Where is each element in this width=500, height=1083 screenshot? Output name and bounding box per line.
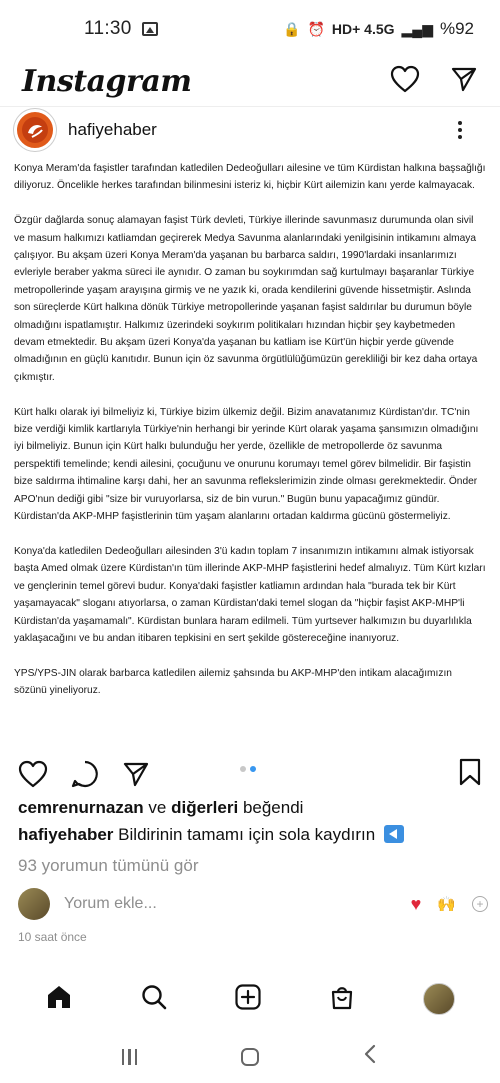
battery-level: %92 [439,19,474,38]
instagram-logo[interactable]: Instagram [22,63,192,99]
carousel-dot-active [250,766,256,772]
shop-icon[interactable] [328,983,356,1016]
more-options-icon[interactable] [450,121,470,139]
send-icon[interactable] [450,65,478,98]
caption-username[interactable]: hafiyehaber [18,825,114,844]
back-icon[interactable] [362,1044,378,1069]
post-author-avatar[interactable] [14,109,56,151]
post-caption [18,825,404,845]
profile-avatar[interactable] [423,983,455,1015]
network-indicator: HD+ 4.5G [331,21,395,37]
status-right [283,19,474,39]
app-header [0,58,500,104]
share-icon[interactable] [122,760,150,788]
add-emoji-icon[interactable]: + [472,896,488,912]
post-author-username[interactable]: hafiyehaber [68,119,157,139]
carousel-indicator [240,766,256,772]
recents-icon[interactable] [122,1049,138,1065]
current-user-avatar [18,888,50,920]
home-button-icon[interactable] [241,1048,259,1066]
post-actions [0,754,500,794]
home-icon[interactable] [45,983,73,1016]
likes-others[interactable]: diğerleri [171,798,239,817]
status-time: 11:30 [84,18,132,39]
statement-paragraph: Konya Meram'da faşistler tarafından katledilen Dedeoğulları ailesine ve tüm Kürdistan halkına başsağlığı diliyoruz. Öncelikle herkes tarafından bilinmesini isteriz ki, hiçbir Kürt ailemizin kanı yerde kalmayacak. [14,163,486,192]
left-arrow-icon [384,825,404,843]
post-header [0,106,500,152]
likes-suffix: beğendi [242,798,304,817]
statement-paragraph: Konya'da katledilen Dedeoğulları ailesinden 3'ü kadın toplam 7 insanımızın intikamını almak istiyorsak başta Amed olmak üzere Kürdistan'ın tüm illerinde AKP-MHP faşistlerini hedef almalıyız. Tüm Kürt kızları ve gençlerinin temel görevi budur. Konya'daki faşistler katliamın ardından hala "burada tek bir Kürt yaşamayacak" sloganı atıyorlarsa, o zaman Kürdistan'daki temel slogan da "hiçbir faşist AKP-MHP'li Kürdistan'da yaşamamalı". Kürdistan bunlara haram edilmeli. Tüm yurtsever halkımızın bu duyarlılıkla yaklaşacağını ve bu andan itibaren tepkisini en sert şekilde göstereceğine inanıyoruz. [14,545,486,644]
save-icon[interactable] [458,758,482,791]
heart-emoji-icon[interactable]: ♥ [410,893,422,914]
statement-paragraph: Özgür dağlarda sonuç alamayan faşist Türk devleti, Türkiye illerinde savunmasız durumunda olan sivil ve masum halkımızı katliamdan geçirerek Medya Savunma alanlarındaki yenilgisinin intikamını almaya çalışıyor. Bu akşam üzeri Konya Meram'da yaşanan bu barbarca saldırı, 1990'lardaki insanlarımızı evleriyle beraber yakma süreci ile aynıdır. O zaman bu soykırımdan sağ kurtulmayı başaranlar Türkiye metropollerinde yaşam arayışına girmiş ve ne yazık ki, orada kendilerini güvende hissetmiştir. Aslında son süreçlerde Kürt halkına dönük Türkiye metropollerinde yaşanan faşist saldırılar bu durumun böyle olmadığını ispatlamıştır. Halkımız üzerindeki soykırım politikaları hızından hiçbir şey kaybetmeden devam etmektedir. Bu akşam üzeri Konya'da yaşanan bu katliam ise Kürt'ün hiçbir yerde güvende olmadığının en güçlü kanıtıdır. Bunun için öz savunma örgütlülüğümüzün gerekliliği bir kez daha ortaya çıkmıştır. [14,215,478,383]
heart-icon[interactable] [390,65,420,98]
status-bar [0,0,500,58]
comment-row [18,886,488,922]
lock-icon: 🔒 [283,20,301,37]
signal-icon: ▂▄▆ [401,20,433,37]
comment-input[interactable]: Yorum ekle... [64,895,157,912]
like-icon[interactable] [18,760,48,788]
search-icon[interactable] [140,983,168,1016]
statement-paragraph: YPS/YPS-JIN olarak barbarca katledilen ailemiz şahsında bu AKP-MHP'den intikam alacağımızın sözünü yineliyoruz. [14,667,452,697]
statement-paragraph: Kürt halkı olarak iyi bilmeliyiz ki, Türkiye bizim ülkemiz değil. Bizim anavatanımız Kürdistan'dır. TC'nin bize verdiği kimlik kartlarıyla Türkiye'nin herhangi bir yerinde Kürt olarak yaşama şansımızın olmadığını iyi bilmeliyiz. Bunun için Kürt halkı bulunduğu her yerde, özellikle de metropollerde öz savunma perspektifi temelinde; kendi ailesini, çocuğunu ve onurunu korumayı temel görev bilmelidir. Bir faşistin bize saldırma ihtimaline karşı dahi, her an savunma reflekslerimizin zinde olması gerekmektedir. Önder APO'nun dediği gibi "size bir vuruyorlarsa, siz de bin vurun." Bugün bunu yapacağımız gündür. Kürdistan'da AKP-MHP faşistlerinin tüm yaşam alanlarını ortadan kaldırma gücünü göstermeliyiz. [14,406,479,523]
view-all-comments-link[interactable]: 93 yorumun tümünü gör [18,856,199,875]
bottom-tab-bar [0,968,500,1030]
likes-and: ve [148,798,167,817]
liker-username[interactable]: cemrenurnazan [18,798,144,817]
carousel-dot [240,766,246,772]
android-nav-bar [0,1030,500,1083]
comment-icon[interactable] [70,759,100,789]
gallery-notification-icon [142,22,158,36]
raised-hands-emoji-icon[interactable]: 🙌 [437,896,456,913]
post-image-text[interactable] [0,156,500,754]
new-post-icon[interactable] [234,983,262,1016]
quick-reactions [411,894,488,915]
post-timestamp: 10 saat önce [18,930,87,944]
caption-text: Bildirinin tamamı için sola kaydırın [118,825,376,844]
alarm-icon: ⏰ [307,20,325,37]
likes-line[interactable] [18,798,303,818]
